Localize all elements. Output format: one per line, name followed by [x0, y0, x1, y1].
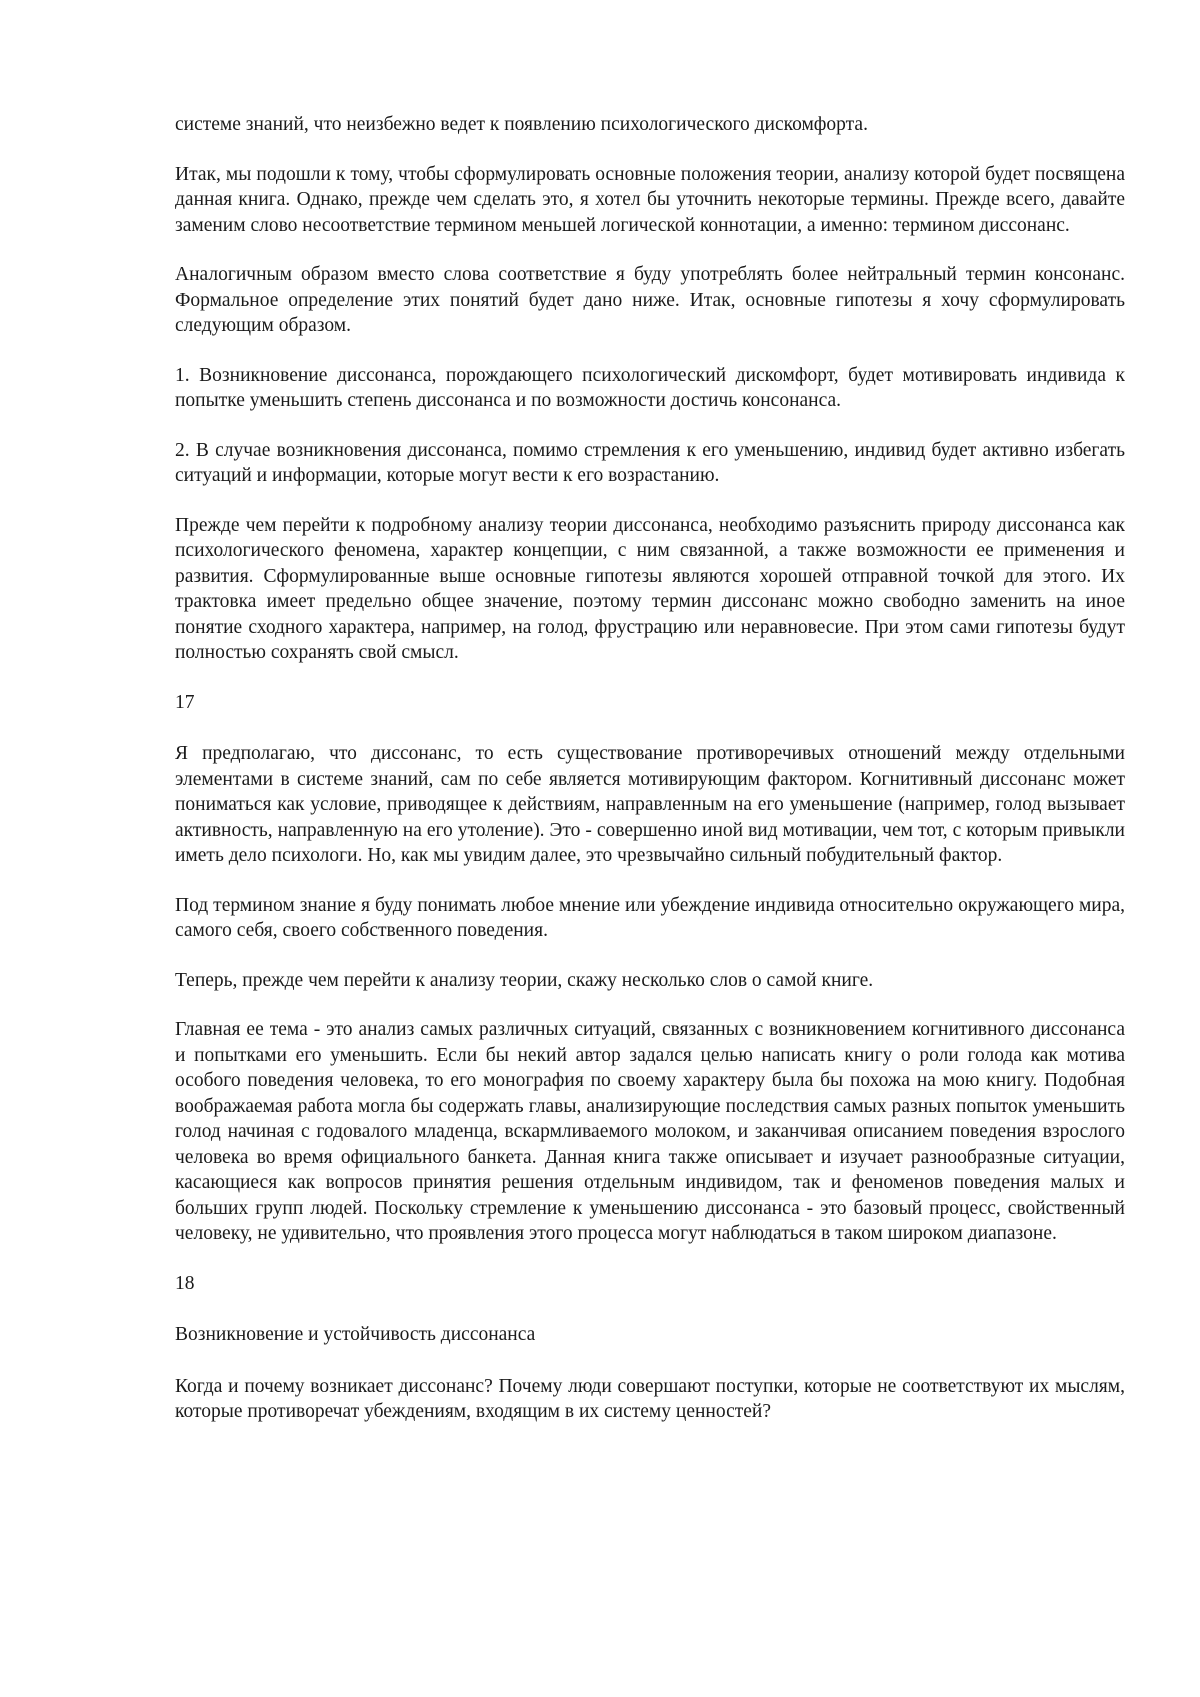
page-number: 18 [175, 1272, 195, 1294]
hypothesis-2: 2. В случае возникновения диссонанса, помимо стремления к его уменьшению, индивид будет активно избегать ситуаций и информации, которые могут вести к его возрастанию. [175, 439, 1125, 486]
paragraph: Когда и почему возникает диссонанс? Почему люди совершают поступки, которые не соответствуют их мыслям, которые противоречат убеждениям, входящим в их систему ценностей? [175, 1375, 1125, 1422]
paragraph: Аналогичным образом вместо слова соответствие я буду употреблять более нейтральный термин консонанс. Формальное определение этих понятий будет дано ниже. Итак, основные гипотезы я хочу сформулировать следующим образом. [175, 264, 1125, 336]
section-heading: Возникновение и устойчивость диссонанса [175, 1324, 536, 1345]
paragraph: Теперь, прежде чем перейти к анализу теории, скажу несколько слов о самой книге. [175, 969, 874, 991]
paragraph: системе знаний, что неизбежно ведет к появлению психологического дискомфорта. [175, 114, 868, 135]
paragraph: Я предполагаю, что диссонанс, то есть существование противоречивых отношений между отдельными элементами в системе знаний, сам по себе является мотивирующим фактором. Когнитивный диссонанс может пониматься как условие, приводящее к действиям, направленным на его уменьшение (например, голод вызывает активность, направленную на его утоление). Это - совершенно иной вид мотивации, чем тот, с которым привыкли иметь дело психологи. Но, как мы увидим далее, это чрезвычайно сильный побудительный фактор. [175, 743, 1125, 866]
paragraph: Прежде чем перейти к подробному анализу теории диссонанса, необходимо разъяснить природу диссонанса как психологического феномена, характер концепции, с ним связанной, а также возможности ее применения и развития. Сформулированные выше основные гипотезы являются хорошей отправной точкой для этого. Их трактовка имеет предельно общее значение, поэтому термин диссонанс можно свободно заменить на иное понятие сходного характера, например, на голод, фрустрацию или неравновесие. При этом сами гипотезы будут полностью сохранять свой смысл. [175, 514, 1125, 663]
paragraph: Под термином знание я буду понимать любое мнение или убеждение индивида относительно окружающего мира, самого себя, своего собственного поведения. [175, 894, 1125, 941]
page-number: 17 [175, 691, 195, 713]
hypothesis-1: 1. Возникновение диссонанса, порождающего психологический дискомфорт, будет мотивировать индивида к попытке уменьшить степень диссонанса и по возможности достичь консонанса. [175, 364, 1125, 411]
paragraph: Итак, мы подошли к тому, чтобы сформулировать основные положения теории, анализу которой будет посвящена данная книга. Однако, прежде чем сделать это, я хотел бы уточнить некоторые термины. Прежде всего, давайте заменим слово несоответствие термином меньшей логической коннотации, а именно: термином диссонанс. [175, 163, 1125, 236]
paragraph: Главная ее тема - это анализ самых различных ситуаций, связанных с возникновением когнитивного диссонанса и попытками его уменьшить. Если бы некий автор задался целью написать книгу о роли голода как мотива особого поведения человека, то его монография по своему характеру была бы похожа на мою книгу. Подобная воображаемая работа могла бы содержать главы, анализирующие последствия самых разных попыток уменьшить голод начиная с годовалого младенца, вскармливаемого молоком, и заканчивая описанием поведения взрослого человека во время официального банкета. Данная книга также описывает и изучает разнообразные ситуации, касающиеся как вопросов принятия решения отдельным индивидом, так и феноменов поведения малых и больших групп людей. Поскольку стремление к уменьшению диссонанса - это базовый процесс, свойственный человеку, не удивительно, что проявления этого процесса могут наблюдаться в таком широком диапазоне. [175, 1019, 1125, 1244]
document-page [175, 112, 1125, 1449]
